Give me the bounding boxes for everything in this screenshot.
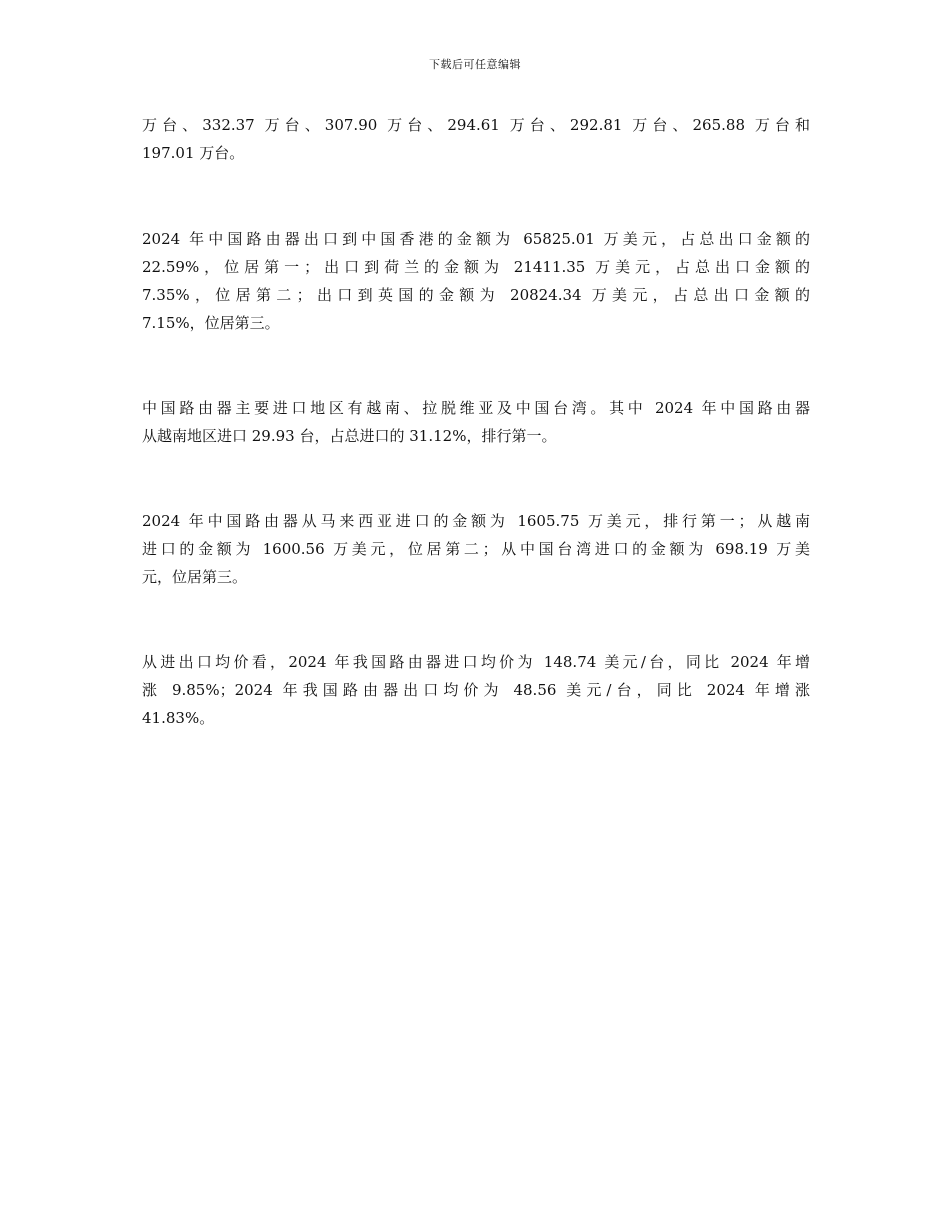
paragraph-line: 涨 9.85%；2024 年我国路由器出口均价为 48.56 美元/台，同比 2024 年增涨 xyxy=(142,681,810,699)
paragraph-line: 从进出口均价看，2024 年我国路由器进口均价为 148.74 美元/台，同比 2024 年增 xyxy=(142,653,810,671)
paragraph-line: 2024 年中国路由器出口到中国香港的金额为 65825.01 万美元，占总出口金额的 xyxy=(142,230,810,248)
paragraph-line: 2024 年中国路由器从马来西亚进口的金额为 1605.75 万美元，排行第一；从越南 xyxy=(142,512,810,530)
paragraph-export-volumes xyxy=(142,111,810,167)
paragraph-average-prices xyxy=(142,648,810,732)
paragraph-export-destinations xyxy=(142,225,810,337)
paragraph-line: 万台、332.37 万台、307.90 万台、294.61 万台、292.81 万台、265.88 万台和 xyxy=(142,116,810,134)
paragraph-line: 中国路由器主要进口地区有越南、拉脱维亚及中国台湾。其中 2024 年中国路由器 xyxy=(142,399,810,417)
paragraph-line: 22.59%，位居第一；出口到荷兰的金额为 21411.35 万美元，占总出口金额的 xyxy=(142,258,810,276)
paragraph-line: 41.83%。 xyxy=(142,709,215,727)
page-header: 下载后可任意编辑 xyxy=(429,58,521,71)
paragraph-line: 7.35%，位居第二；出口到英国的金额为 20824.34 万美元，占总出口金额的 xyxy=(142,286,810,304)
paragraph-line: 进口的金额为 1600.56 万美元，位居第二；从中国台湾进口的金额为 698.19 万美 xyxy=(142,540,810,558)
paragraph-line: 从越南地区进口 29.93 台，占总进口的 31.12%，排行第一。 xyxy=(142,427,557,445)
paragraph-line: 7.15%，位居第三。 xyxy=(142,314,280,332)
paragraph-import-regions xyxy=(142,394,810,450)
paragraph-import-amounts xyxy=(142,507,810,591)
paragraph-line: 元，位居第三。 xyxy=(142,568,248,586)
paragraph-line: 197.01 万台。 xyxy=(142,144,245,162)
